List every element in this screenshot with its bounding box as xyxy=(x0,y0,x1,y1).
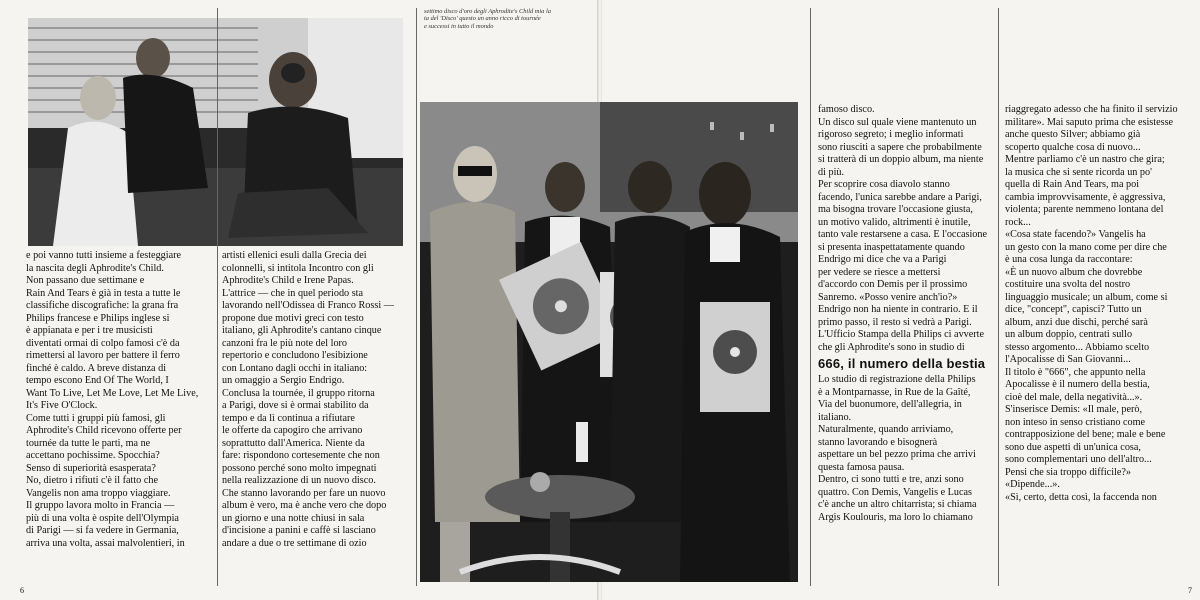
band-photo xyxy=(28,18,403,246)
band-photo-image xyxy=(28,18,403,246)
right-col1b-text: Lo studio di registrazione della Philips è a Montparnasse, in Rue de la Gaîté, Via del buonumore, dell'allegria, in italiano. Naturalmente, quando arriviamo, stanno lavorando e bisognerà aspettare un bel pezzo prima che arrivi questa famosa pausa. Dentro, ci sono tutti e tre, anzi sono quattro. Con Demis, Vangelis e Lucas c'è anche un altro chitarrista; si chiama Argis Koulouris, ma loro lo chiamano xyxy=(818,374,977,523)
right-col1-text: famoso disco. Un disco sul quale viene mantenuto un rigoroso segreto; i meglio informati sono riusciti a sapere che probabilmente si tratterà di un doppio album, ma niente di più. Per scoprire cosa diavolo stanno facendo, l'unica sarebbe andare a Parigi, ma bisogna trovare l'occasione giusta, un motivo valido, altrimenti è inutile, tanto vale restarsene a casa. E l'occasione si presenta inaspettatamente quando Endrigo mi dice che va a Parigi per vedere se riesce a mettersi d'accordo con Demis per il prossimo Sanremo. «Posso venire anch'io?» Endrigo non ha niente in contrario. E il primo passo, il resto si vedrà a Parigi. L'Ufficio Stampa della Philips ci avverte che gli Aphrodite's sono in studio di xyxy=(818,104,987,353)
left-page-number: 6 xyxy=(20,586,24,595)
right-col2-text: riaggregato adesso che ha finito il servizio militare». Mai saputo prima che esistesse anche questo Silver; abbiamo già scoperto qualche cosa di nuovo... Mentre parliamo c'è un nastro che gira; la musica che si sente ricorda un po' quella di Rain And Tears, ma poi cambia improvvisamente, è aggressiva, violenta; parente nemmeno lontana del rock... «Cosa state facendo?» Vangelis ha un gesto con la mano come per dire che è una cosa lunga da raccontare: «È un nuovo album che dovrebbe costituire una svolta del nostro linguaggio musicale; un album, come si dice, "concept", capisci? Tutto un album, anzi due dischi, perché sarà un album doppio, centrati sullo stesso argomento... Abbiamo scelto l'Apocalisse di San Giovanni... Il titolo è "666", che appunto nella Apocalisse è il numero della bestia, cioè del male, della negatività...». S'inserisce Demis: «Il male, però, non inteso in senso cristiano come contrapposizione del bene; male e bene sono due aspetti di un'unica cosa, sono complementari uno dell'altro... Pensi che sia troppo difficile?» «Dipende...». «Sì, certo, detta così, la faccenda non xyxy=(1005,104,1178,503)
gold-record-photo-image xyxy=(420,102,798,582)
right-text-column-2 xyxy=(1005,104,1185,504)
spread-photo-caption: settimo disco d'oro degli Aphrodite's Child mia la ta del 'Disco' questo un anno ricco di tournée e successi in tutto il mondo xyxy=(424,8,551,30)
gold-record-photo xyxy=(420,102,798,582)
left-col1-text: e poi vanno tutti insieme a festeggiare la nascita degli Aphrodite's Child. Non passano due settimane e Rain And Tears è già in testa a tutte le classifiche discografiche: la grana fra Philips francese e Philips inglese si è appianata e per i tre musicisti diventati ormai di colpo famosi c'è da rimettersi al lavoro per battere il ferro finché è caldo. A breve distanza di tempo escono End Of The World, I Want To Live, Let Me Love, Let Me Live, It's Five O'Clock. Come tutti i gruppi più famosi, gli Aphrodite's Child ricevono offerte per tournée da tutte le parti, ma ne accettano pochissime. Spocchia? Senso di superiorità esasperata? No, dietro i rifiuti c'è il fatto che Vangelis non ama troppo viaggiare. Il gruppo lavora molto in Francia — più di una volta è ospite dell'Olympia di Parigi — si fa vedere in Germania, arriva una volta, assai malvolentieri, in xyxy=(26,250,199,549)
right-text-column-1 xyxy=(818,104,994,354)
right-text-column-1b xyxy=(818,374,994,524)
right-column-divider-2 xyxy=(810,8,811,586)
left-column-divider-2 xyxy=(416,8,417,586)
section-heading: 666, il numero della bestia xyxy=(818,356,986,371)
left-text-column-1 xyxy=(26,250,214,550)
left-column-divider xyxy=(217,8,218,586)
right-page-number: 7 xyxy=(1188,586,1192,595)
right-column-divider xyxy=(998,8,999,586)
left-col2-text: artisti ellenici esuli dalla Grecia dei colonnelli, si intitola Incontro con gli Aphrodite's Child e Irene Papas. L'attrice — che in quel periodo sta lavorando nell'Odissea di Franco Rossi — propone due motivi greci con testo italiano, gli Aphrodite's cantano cinque canzoni fra le più note del loro repertorio e concludono l'esibizione con Lontano dagli occhi in italiano: un omaggio a Sergio Endrigo. Conclusa la tournée, il gruppo ritorna a Parigi, dove si è ormai stabilito da tempo e da lì continua a rifiutare le offerte da capogiro che arrivano soprattutto dall'America. Niente da fare: rispondono cortesemente che non possono perché sono molto impegnati nella realizzazione di un nuovo disco. Che stanno lavorando per fare un nuovo album è vero, ma è anche vero che dopo un giorno e una notte chiusi in sala d'incisione a panini e caffè si lasciano andare a due o tre settimane di ozio xyxy=(222,250,394,549)
left-text-column-2 xyxy=(222,250,412,550)
